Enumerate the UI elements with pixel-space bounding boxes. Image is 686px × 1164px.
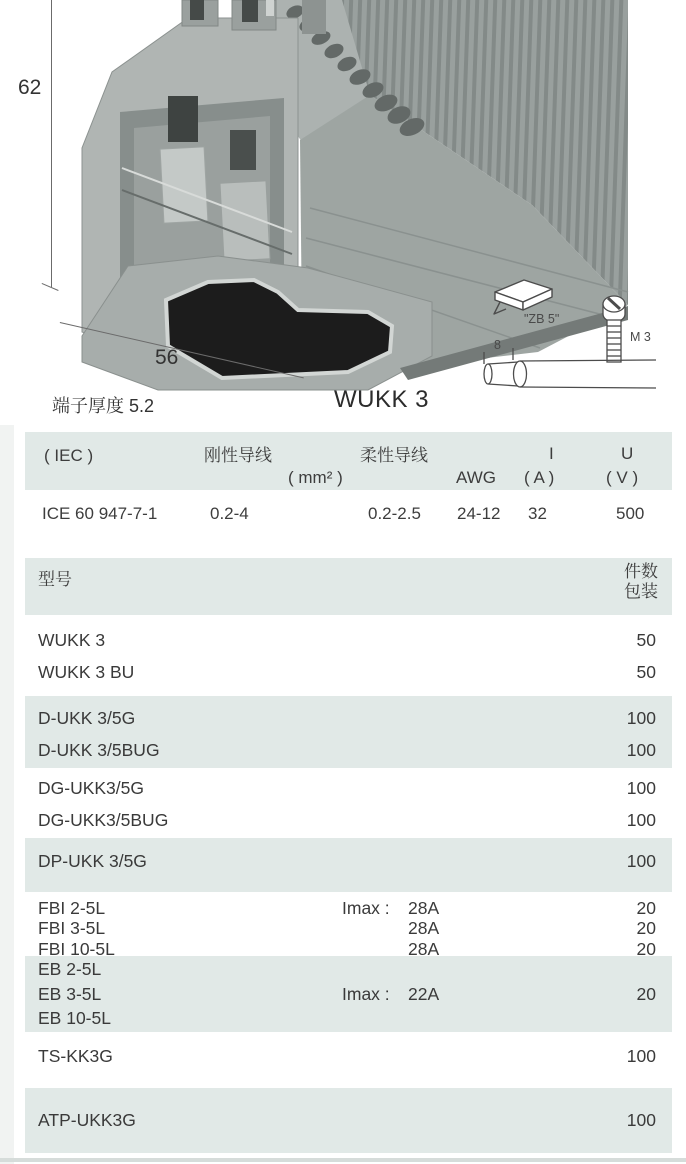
model-name: FBI 10-5L	[38, 939, 115, 959]
model-row	[38, 629, 656, 651]
model-row	[38, 897, 656, 919]
imax-value: 28A	[408, 918, 440, 938]
package-qty: 20	[636, 918, 656, 938]
model-name: TS-KK3G	[38, 1046, 113, 1066]
zb5-label: "ZB 5"	[524, 312, 560, 326]
imax-value: 28A	[408, 898, 440, 918]
spec-header-awg: AWG	[456, 468, 496, 487]
spec-i: 32	[528, 504, 547, 523]
model-row	[38, 917, 656, 939]
package-qty: 100	[626, 810, 656, 830]
spec-header-iec: ( IEC )	[44, 446, 94, 465]
page-edge-shadow	[0, 425, 14, 1164]
model-name: WUKK 3	[38, 630, 106, 650]
spec-flexible: 0.2-2.5	[368, 504, 421, 523]
qty-header-line1: 件数	[624, 562, 658, 581]
wire-strip-icon	[484, 348, 656, 388]
package-qty: 50	[636, 630, 656, 650]
model-row	[38, 983, 656, 1005]
m3-screw-icon	[603, 296, 625, 362]
model-row	[38, 938, 656, 960]
spec-header-flexible: 柔性导线	[360, 446, 428, 465]
imax-label: Imax :	[342, 984, 390, 1004]
model-name: DG-UKK3/5BUG	[38, 810, 169, 830]
spec-rigid: 0.2-4	[210, 504, 249, 523]
model-row	[38, 777, 656, 799]
spec-header-i: I	[549, 444, 554, 463]
model-row	[38, 1045, 656, 1067]
model-name: FBI 3-5L	[38, 918, 106, 938]
model-row	[38, 809, 656, 831]
zb5-marker-icon	[494, 280, 552, 314]
height-dimension-label: 62	[18, 76, 42, 99]
width-dimension-label: 56	[155, 346, 179, 369]
model-row	[38, 1007, 656, 1029]
package-qty: 100	[626, 1046, 656, 1066]
spec-header-band	[25, 432, 672, 490]
model-row	[38, 850, 656, 872]
spec-header-u-unit: ( V )	[606, 468, 639, 487]
model-name: DG-UKK3/5G	[38, 778, 144, 798]
model-name: WUKK 3 BU	[38, 662, 135, 682]
model-row	[38, 707, 656, 729]
package-qty: 50	[636, 662, 656, 682]
model-row	[38, 1109, 656, 1131]
strip-length-label: 8	[494, 338, 501, 352]
model-name: ATP-UKK3G	[38, 1110, 136, 1130]
terminal-thickness-label: 端子厚度 5.2	[52, 396, 155, 416]
package-qty: 20	[636, 898, 656, 918]
page-bottom-rule	[0, 1158, 686, 1162]
model-name: D-UKK 3/5G	[38, 708, 136, 728]
imax-value: 22A	[408, 984, 440, 1004]
height-dimension-line	[51, 0, 52, 287]
spec-header-i-unit: ( A )	[524, 468, 555, 487]
package-qty: 100	[626, 708, 656, 728]
m3-label: M 3	[630, 330, 651, 344]
model-row	[38, 958, 656, 980]
package-qty: 100	[626, 778, 656, 798]
package-qty: 100	[626, 740, 656, 760]
spec-u: 500	[616, 504, 645, 523]
model-name: FBI 2-5L	[38, 898, 106, 918]
model-header-label: 型号	[38, 570, 72, 589]
model-name: D-UKK 3/5BUG	[38, 740, 160, 760]
package-qty: 100	[626, 851, 656, 871]
package-qty: 20	[636, 984, 656, 1004]
imax-label: Imax :	[342, 898, 390, 918]
model-row	[38, 739, 656, 761]
imax-value: 28A	[408, 939, 440, 959]
spec-standard: ICE 60 947-7-1	[42, 504, 158, 523]
spec-header-unit: ( mm² )	[288, 468, 343, 487]
spec-awg: 24-12	[457, 504, 501, 523]
spec-header-rigid: 刚性导线	[204, 446, 272, 465]
model-name: DP-UKK 3/5G	[38, 851, 147, 871]
spec-header-u: U	[621, 444, 634, 463]
model-name: EB 3-5L	[38, 984, 102, 1004]
package-qty: 20	[636, 939, 656, 959]
package-qty: 100	[626, 1110, 656, 1130]
model-name: EB 2-5L	[38, 959, 102, 979]
model-name: EB 10-5L	[38, 1008, 111, 1028]
product-title: WUKK 3	[334, 386, 430, 413]
model-row	[38, 661, 656, 683]
qty-header-line2: 包装	[624, 582, 658, 601]
